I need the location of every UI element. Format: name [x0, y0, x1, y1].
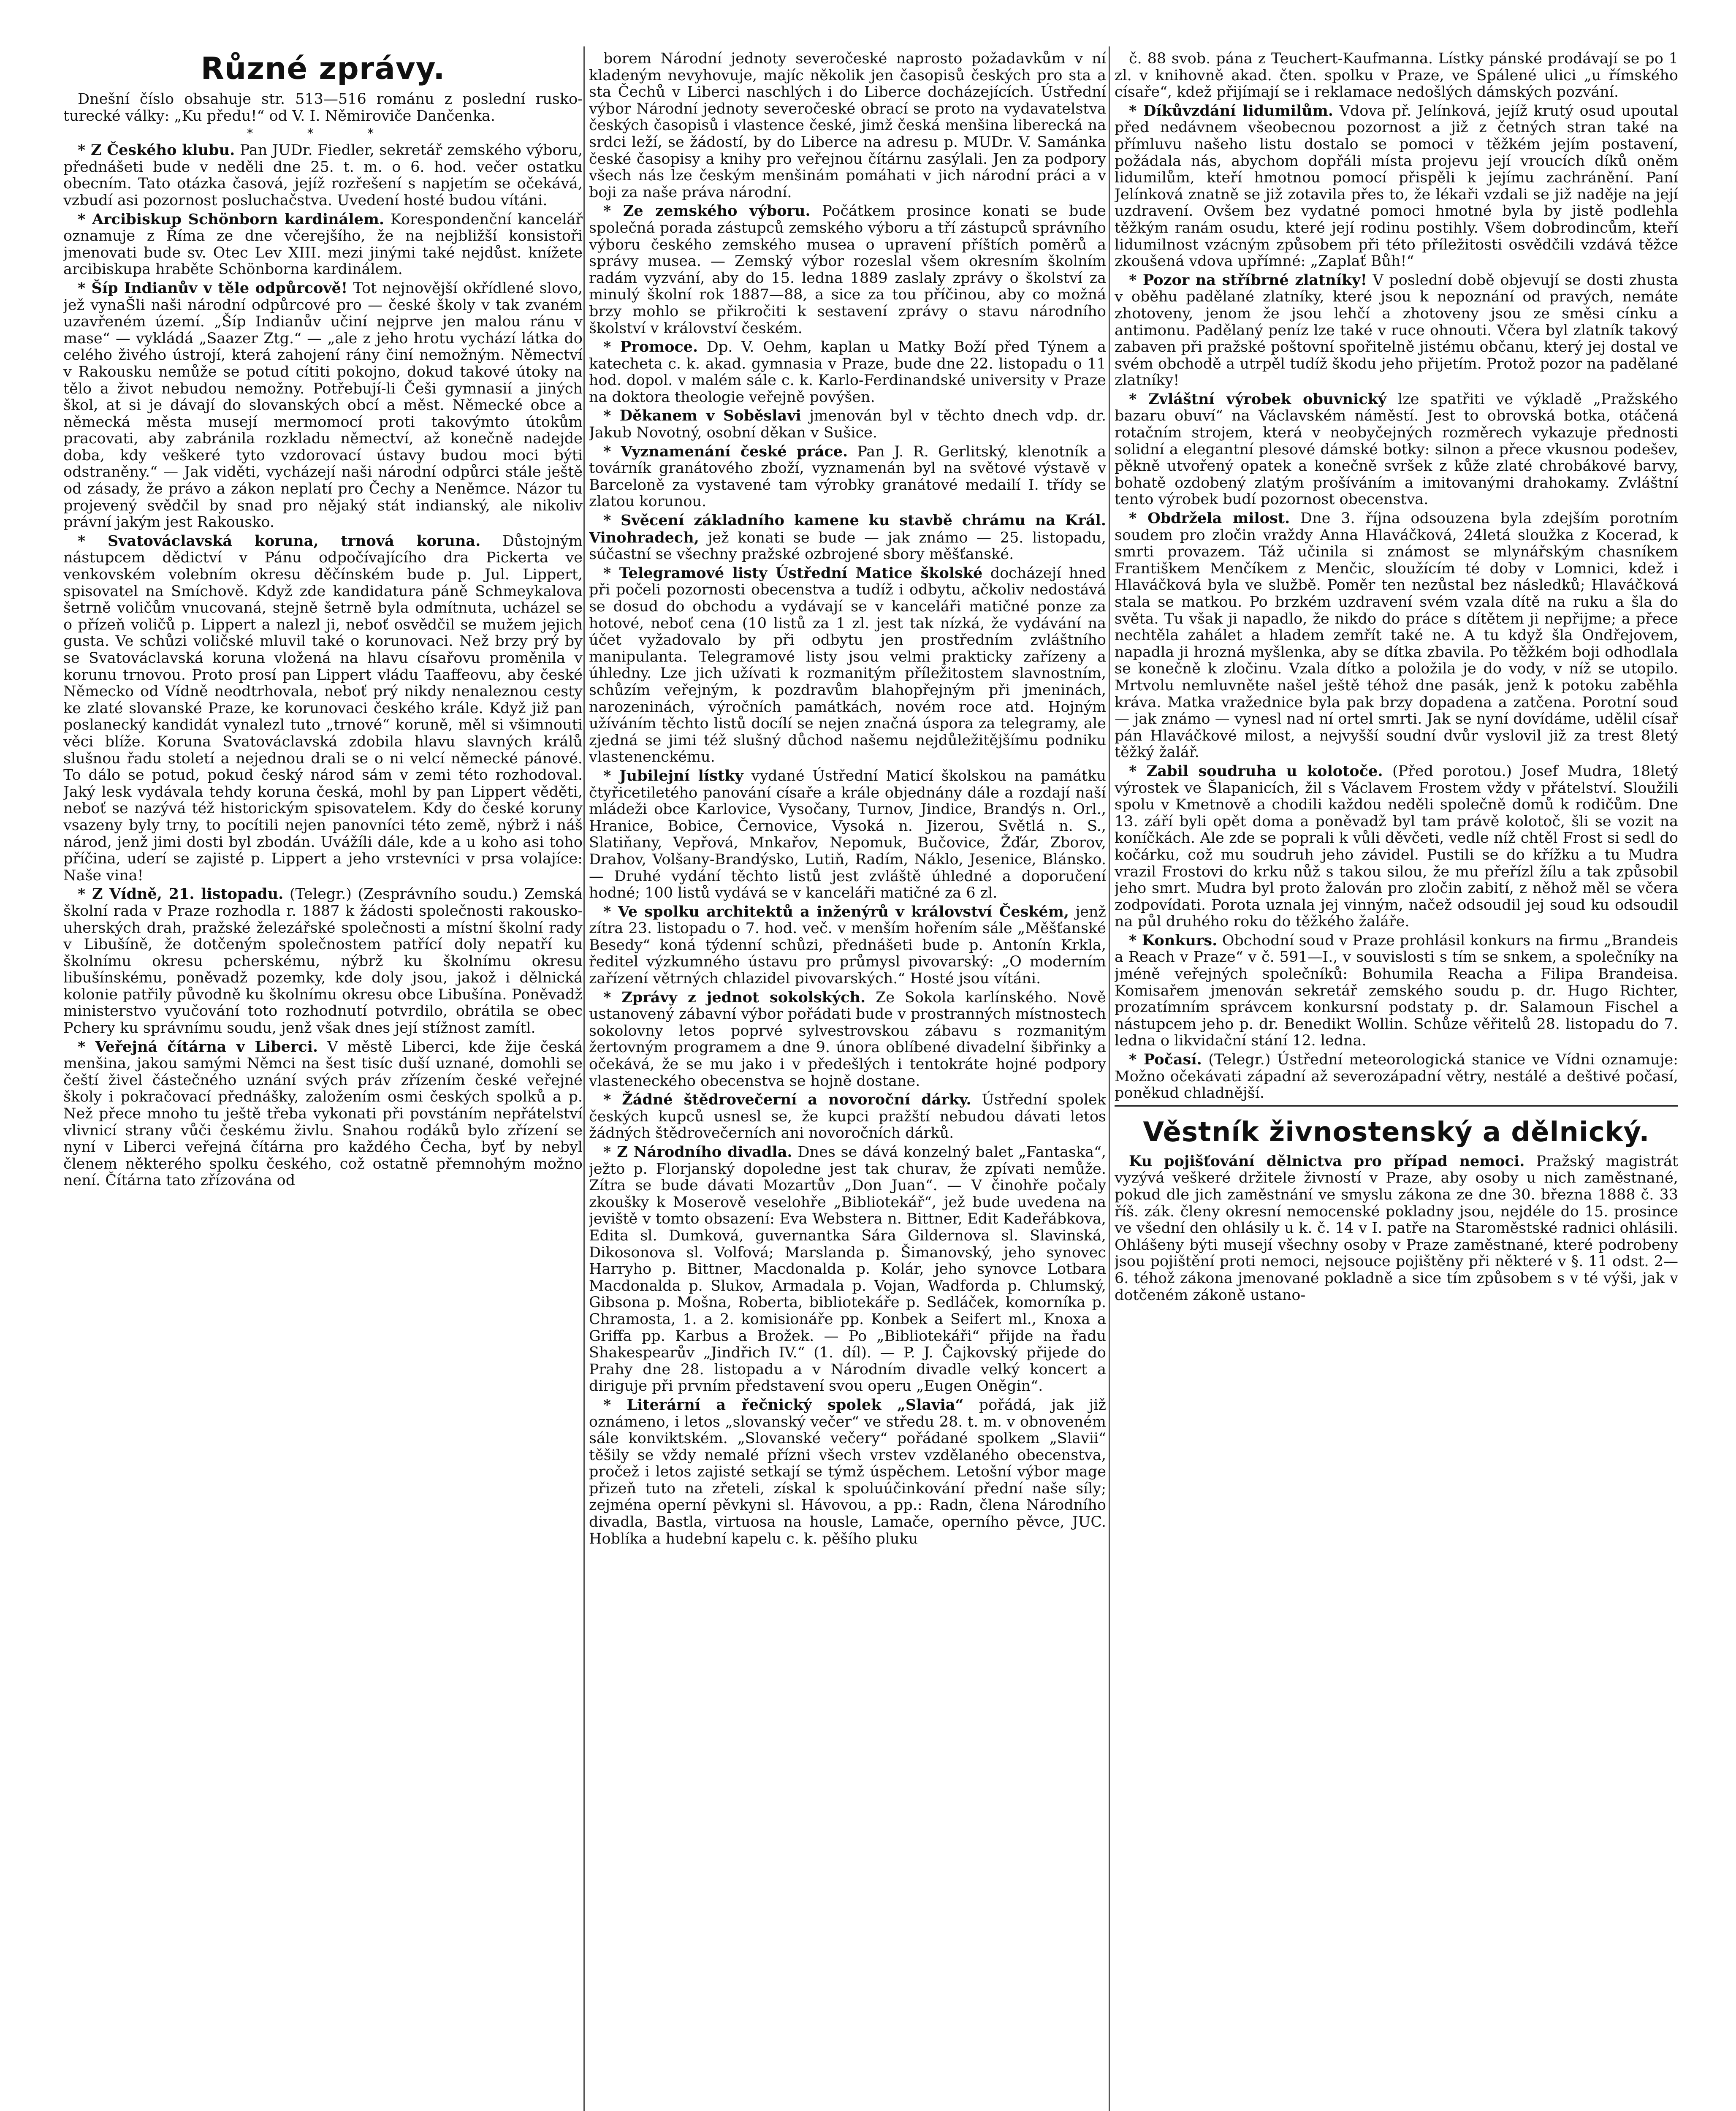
item-body: (Telegr.) (Zesprávního soudu.) Zemská školní rada v Praze rozhodla r. 1887 k žádosti společnosti rakousko-uherských drah, pražské železářské společnosti a místní školní rady v Libušíně, že dotčeným společnostem patřící doly nepatří ku školnímu okresu pcherskému, nýbrž ku školnímu okresu libušínskému, poněvadž pozemky, kde doly jsou, jakož i dělnická kolonie patřily původně ku školnímu okresu obce Libušína. Poněvadž ministerstvo vyučování toto rozhodnutí potvrdilo, obrátila se obec Pchery ku správnímu soudu, jenž však dnes její stížnost zamítl.	[63, 886, 583, 1037]
item-headline: * Z Národního divadla.	[603, 1143, 792, 1161]
item-body: docházejí hned při počeli pozornosti obecenstva a tudíž i odbytu, ačkoliv nedostává se dosud do obchodu a vydávají se v kanceláři matičné ponze za hotové, neboť cena (10 listů za 1 zl. jest tak nízká, že vydávání na účet vyžadovalo by při odbytu jen prostředním zvláštního manipulanta. Telegramové listy jsou velmi prakticky zařízeny a úhledny. Lze jich užívati k rozmanitým příležitostem slavnostním, schůzím veřejným, k pozdravům blahopřejným při jmeninách, narozeninách, výročních památkách, novém roce atd. Hojným užíváním těchto listů docílí se nejen značná úspora za telegramy, ale zjedná se jimi též slušný důchod našemu nejdůležitějšímu podniku vlastenenckému.	[589, 564, 1106, 766]
news-item	[589, 989, 1106, 1090]
item-headline: * Literární a řečnický spolek „Slavia“	[603, 1396, 964, 1414]
section-heading-news: Různé zprávy.	[201, 51, 445, 86]
column-middle	[589, 51, 1106, 2111]
item-headline: * Vyznamenání české práce.	[603, 442, 848, 460]
item-headline: * Díkůvzdání lidumilům.	[1129, 102, 1333, 119]
item-body: Dp. V. Oehm, kaplan u Matky Boží před Týnem a katecheta c. k. akad. gymnasia v Praze, bude dne 22. listopadu o 11 hod. dopol. v malém sále c. k. Karlo-Ferdinandské university v Praze na doktora theologie veřejně povýšen.	[589, 339, 1106, 406]
item-body: Dnes se dává konzelný balet „Fantaska“, ježto p. Florjanský dopoledne jest tak churav, že zpívati nemůže. Zítra se bude dávati Mozartův „Don Juan“. — V činohře počaly zkoušky k Moserově veselohře „Bibliotekář“, jež bude uvedena na jeviště v tomto obsazení: Eva Webstera n. Bittner, Edit Kadeřábkova, Edita sl. Dumková, guvernantka Sára Gildernova sl. Slavinská, Dikosonova sl. Volfová; Marslanda p. Šimanovský, jeho synovec Harryho p. Bittner, Macdonalda p. Kolár, jeho synovce Lotbara Macdonalda p. Slukov, Armadala p. Vojan, Wadforda p. Chlumský, Gibsona p. Mošna, Roberta, bibliotekáře p. Sedláček, komorníka p. Chramosta, 1. a 2. komisionáře pp. Konbek a Seifert ml., Knoxa a Griffa pp. Karbus a Brožek. — Po „Bibliotekáři“ přijde na řadu Shakespearův „Jindřich IV.“ (1. díl). — P. J. Čajkovský přijede do Prahy dne 28. listopadu a v Národním divadle velký koncert a diriguje při prvním představení svou operu „Eugen Oněgin“.	[589, 1144, 1106, 1395]
news-item	[1115, 272, 1678, 389]
item-headline: * Žádné štědrovečerní a novoroční dárky.	[603, 1091, 971, 1109]
item-headline: * Veřejná čítárna v Liberci.	[78, 1038, 318, 1056]
item-headline: * Obdržela milost.	[1129, 510, 1290, 527]
item-body: Tot nejnovější okřídlené slovo, jež vynaŠli naši národní odpůrcové pro — české školy v tak zvaném uzavřeném území. „Šíp Indianův učiní nejprve jen malou ránu v mase“ — vykládá „Saazer Ztg.“ — „ale z jeho hrotu vychází látka do celého živého ústrojí, která zahojení rány činí nemožným. Němectví v Rakousku nemůže se potud cítiti pokojno, dokud takové útoky na tělo a život nebudou nemožny. Potřebují-li Češi gymnasií a jiných škol, at si je dávají do slovanských obcí a měst. Německé obce a německá města musejí mermomocí proti takovýmto útokům pracovati, aby zabránila rozkladu němectví, až konečně nadejde doba, kdy veškeré tyto vzdorovací ústavy budou moci býti odstraněny.“ — Jak viděti, vycházejí naši národní odpůrci stále ještě od zásady, že právo a zákon neplatí pro Čechy a Neněmce. Názor tu projevený svědčil by snad pro nějaký stát indianský, ale nikoliv právní jakým jest Rakousko.	[63, 279, 583, 531]
item-body: Pražský magistrát vyzývá veškeré držitele živností v Praze, aby osoby u nich zaměstnané, pokud dle jich zaměstnání ve smyslu zákona ze dne 30. března 1888 č. 33 říš. zák. členy okresní nemocenské pokladny jsou, nejdéle do 15. prosince ve všední den ohlásily u k. č. 14 v I. patře na Staroměstské radnici ohlásili. Ohlášeny býti musejí všechny osoby v Praze zaměstnané, které podrobeny jsou pojištění proti nemoci, nejsouce pojištěny při některé v §. 11 odst. 2—6. téhož zákona jmenované pokladně a sice tím způsobem s v té výši, jak v dotčeném zákoně ustano-	[1115, 1153, 1678, 1304]
item-headline: * Telegramové listy Ústřední Matice školské	[603, 564, 983, 582]
item-body: Ze Sokola karlínského. Nově ustanovený zábavní výbor pořádati bude v prostranných místnostech sokolovny letos poprvé sylvestrovskou zábavu s rozmanitým žertovným programem a dne 9. února oblíbené divadelní šibřinky a očekává, že se mu jako i v předešlých i tentokráte hojné podpory vlasteneckého obecenstva se hojně dostane.	[589, 989, 1106, 1090]
item-headline: * Svatováclavská koruna, trnová koruna.	[78, 532, 481, 550]
news-items-list	[1115, 51, 1678, 1102]
news-item	[1115, 103, 1678, 270]
separator-stars: * * *	[247, 126, 399, 141]
section-divider	[1115, 1105, 1678, 1107]
news-item	[589, 407, 1106, 441]
item-body: pořádá, jak již oznámeno, i letos „slovanský večer“ ve středu 28. t. m. v obnoveném sále konviktském. „Slovanské večery“ pořádané spolkem „Slavii“ těšily se vždy nemalé přízni všech vrstev vzdělaného obecenstva, pročež i letos zajisté setkají se týmž úspěchem. Letošní výbor mage přizeň tuto na zřeteli, získal k spoluúčinkování přední naše síly; zejména operní pěvkyni sl. Hávovou, a pp.: Radn, člena Národního divadla, Bastla, virtuosa na housle, Lamače, operního pěvce, JUC. Hoblíka a hudební kapelu c. k. pěšího pluku	[589, 1396, 1106, 1547]
item-headline: * Zprávy z jednot sokolských.	[603, 988, 866, 1006]
news-item	[589, 203, 1106, 337]
item-body: Ústřední spolek českých kupců usnesl se, že kupci pražští nebudou dávati letos žádných štědrovečerních ani novoročních dárků.	[589, 1091, 1106, 1142]
news-item	[63, 1039, 583, 1189]
news-item	[589, 768, 1106, 902]
news-items-list	[63, 142, 583, 1189]
section-heading-trade: Věstník živnostenský a dělnický.	[1143, 1116, 1650, 1148]
news-item	[63, 211, 583, 278]
news-item	[589, 565, 1106, 766]
item-body: jenž zítra 23. listopadu o 7. hod. več. v menším hořením sále „Měšťanské Besedy“ koná týdenní schůzi, přednášeti bude p. Antonín Krkla, ředitel výzkumného ústavu pro průmysl pivovarský: „O moderním zařízení větrných chlazidel pivovarských.“ Hosté jsou vítáni.	[589, 903, 1106, 988]
item-headline: * Zvláštní výrobek obuvnický	[1129, 390, 1387, 408]
item-body: vydané Ústřední Maticí školskou na památku čtyřicetiletého panování císaře a krále objednány dále a rozdají naší mládeži obce Karlovice, Vysočany, Turnov, Jindice, Brandýs n. Orl., Hranice, Bobice, Černovice, Vysoká n. Jizerou, Světlá n. S., Slatiňany, Vepřová, Mnkařov, Nepomuk, Bučovice, Žďár, Zborov, Drahov, Volšany-Brandýsko, Lutiň, Radím, Náklo, Jesenice, Blánsko. — Druhé vydání těchto listů jest zvláště úhledné a doporučení hodné; 100 listů vydává se v kanceláři matičné za 6 zl.	[589, 767, 1106, 902]
news-item	[63, 142, 583, 209]
news-item	[589, 443, 1106, 510]
item-headline: * Pozor na stříbrné zlatníky!	[1129, 271, 1367, 289]
item-body: borem Národní jednoty severočeské naprosto požadavkům v ní kladeným nevyhovuje, majíc několik jen časopisů českých pro sta a sta Čechů v Liberci naschlých i do Liberce docházejících. Ústřední výbor Národní jednoty severočeské obrací se proto na vydavatelstva českých časopisů i vlastence české, jimž česká menšina liberecká na srdci leží, se žádostí, by do Liberce na adresu p. MUDr. V. Samánka české časopisy a knihy pro veřejnou čítárnu zasýlali. Jen za podpory všech nás lze českým menšinám pomáhati v jich národní práci a v boji za naše práva národní.	[589, 51, 1106, 201]
news-item	[63, 280, 583, 531]
intro-paragraph: Dnešní číslo obsahuje str. 513—516 románu z poslední rusko-turecké války: „Ku předu!“ od V. I. Němiroviče Dančenka.	[63, 91, 583, 125]
news-item	[589, 1397, 1106, 1547]
column-rule	[1109, 46, 1110, 2111]
item-body: Vdova př. Jelínková, jejíž krutý osud upoutal před nedávnem všeobecnou pozornost a již z četných stran také na přímluvu našeho listu dostalo se pomoci v těžkém jejím postavení, požádala nás, abychom dopřáli místa projevu její vroucích díků oněm lidumilům, kteří hmotnou pomocí přispěli k jejímu zachránění. Paní Jelínková znatně se již zotavila přes to, že lékaři vzdali se již naděje na její uzdravení. Ovšem bez vydatné pomoci hmotné byla by jistě podlehla těžkým ranám osudu, které její rodinu postihly. Všem dobrodincům, kteří lidumilnost vzácným způsobem při této příležitosti osvědčili vzdává těžce zkoušená vdova upřímné: „Zaplať Bůh!“	[1115, 102, 1678, 270]
item-body: lze spatřiti ve výkladě „Pražského bazaru obuví“ na Václavském náměstí. Jest to obrovská botka, otáčená rotačním strojem, která v neobyčejných rozměrech vykazuje přednosti solidní a elegantní plesové dámské botky: silnon a přece vkusnou podešev, pěkně utvořený opatek a konečně svršek z kůže zlaté chrobákové barvy, bohatě ozdobený zlatým prošíváním a imitovanými drahokamy. Zvláštní tento výrobek budí pozornost obecenstva.	[1115, 391, 1678, 508]
news-item	[1115, 51, 1678, 101]
trade-items-list	[1115, 1153, 1678, 1304]
item-headline: * Počasí.	[1129, 1051, 1202, 1069]
item-body: Korespondenční kancelář oznamuje z Říma ze dne včerejšího, že na nejbližší konsistoři jmenovati bude sv. Otec Lev XIII. mezi jinými také nejdůst. knížete arcibiskupa hraběte Schönborna kardinálem.	[63, 211, 583, 278]
item-body: Pan JUDr. Fiedler, sekretář zemského výboru, přednášeti bude v neděli dne 25. t. m. o 6. hod. večer ostatku obecním. Tato otázka časová, jejíž rozřešení s napjetím se očekává, vzbudí asi pozornost posluchačstva. Uvedení hosté budou vítáni.	[63, 142, 583, 209]
item-body: V městě Liberci, kde žije česká menšina, jakou samými Němci na šest tisíc duší uznané, domohli se čeští živel částečného uznání svých práv zřízením české veřejné školy i pokračovací přednášky, založením osmi českých spolků a p. Než přece mnoho tu ještě třeba vykonati při povstáním nepřátelství vlivnicí strany vůči českému živlu. Snahou rodáků bylo zřízení se nyní v Liberci veřejná čítárna pro každého Čecha, byť by nebyl členem některého spolku českého, což ostatně přemnohým možno není. Čítárna tato zřízována od	[63, 1038, 583, 1189]
column-right	[1115, 51, 1678, 2111]
item-headline: * Promoce.	[603, 338, 698, 356]
item-headline: * Z Vídně, 21. listopadu.	[78, 885, 284, 903]
item-body: V poslední době objevují se dosti zhusta v oběhu padělané zlatníky, které jsou k nepoznání od pravých, nemáte zhotoveny, jenom že jsou lehčí a zhotoveny jsou ze směsi cínku a antimonu. Padělaný peníz lze také v ruce ohnouti. Včera byl zlatník takový zabaven při pražské poštovní spořitelně jistému občanu, který jej dostal ve svém obchodě a utrpěl tudíž škodu jeho přijetím. Protož pozor na padělané zlatníky!	[1115, 271, 1678, 389]
news-item	[1115, 510, 1678, 761]
item-headline: * Z Českého klubu.	[78, 141, 235, 159]
trade-item	[1115, 1153, 1678, 1304]
item-body: (Před porotou.) Josef Mudra, 18letý výrostek ve Šlapanicích, žil s Václavem Frostem vždy v přátelství. Sloužili spolu v Kmetnově a chodili každou neděli společně domů k rodičům. Dne 13. září byli opět doma a poněvadž byl tam právě kolotoč, šli se vozit na koníčkách. Ale zde se poprali k vůli děvčeti, vedle níž chtěl Frost si sedl do kočárku, což mu soudruh jeho závidel. Pustili se do křížku a tu Mudra vrazil Frostovi do krku nůž s takou silou, že mu přeřízl žílu a tak způsobil jeho smrt. Mudra byl proto žalován pro zločin zabití, z něhož měl se včera zodpovídati. Porota uznala jej vinným, načež odsoudil jej soud ku odsoudil na půl druhého roku do těžkého žaláře.	[1115, 762, 1678, 931]
news-item	[589, 904, 1106, 988]
item-headline: * Ze zemského výboru.	[603, 202, 811, 220]
item-headline: * Ve spolku architektů a inženýrů v království Českém,	[603, 903, 1069, 920]
news-items-list	[589, 51, 1106, 1547]
item-headline: * Konkurs.	[1129, 931, 1218, 949]
news-item	[63, 886, 583, 1037]
column-left	[63, 51, 583, 2111]
item-body: Důstojným nástupcem dědictví v Pánu odpočívajícího dra Pickerta ve venkovském volebním okresu děčínském bude p. Jul. Lippert, spisovatel na Smíchově. Když zde kandidatura páně Schmeykalova šetrně voličům vnucovaná, stejně šetrně byla odmítnuta, ucházel se o přízeň voličů p. Lippert a nalezl ji, neboť osvědčil se mužem jejich gusta. Ve schůzi voličské mluvil také o korunovaci. Než brzy prý by se Svatováclavská koruna vložená na hlavu císařovu proměnila v korunu trnovou. Proto prosí pan Lippert vládu Taaffeovu, aby české Německo od Vídně neodtrhovala, neboť prý nikdy nenaleznou cesty ke zlaté slovanské Praze, ke korunovaci českého krále. Když již pan poslanecký kandidát vynalezl tuto „trnové“ koruně, měl si všimnouti věci blíže. Koruna Svatováclavská zdobila hlavu slavných králů slušnou řadu století a nejednou drali se o ni velcí německé pánové. To dálo se potud, pokud český národ sám v zemi této rozhodoval. Jaký lesk vydávala tehdy koruna česká, mohl by pan Lippert věděti, neboť se nazývá též historickým spisovatelem. Kdy do české koruny vsazeny byly trny, to pocítili nejen panovníci této země, nýbrž i náš národ, jenž jimi dosti byl zbodán. Uvážíli dále, kde a u koho asi toho příčina, uderí se zajisté p. Lippert a jeho vrstevníci v prsa volajíce: Naše vina!	[63, 532, 583, 884]
news-item	[589, 512, 1106, 563]
item-body: Počátkem prosince konati se bude společná porada zástupců zemského výboru a tří zástupců správního výboru českého zemského musea o upravení příštích poměrů a správy musea. — Zemský výbor rozeslal všem okresním školním radám vyzvání, aby do 15. ledna 1889 zaslaly zprávy o školství za minulý školní rok 1887—88, a sice za tou příčinou, aby co možná brzy mohlo se přikročiti k sestavení zprávy o stavu národního školství v království českém.	[589, 203, 1106, 337]
item-headline: * Děkanem v Soběslavi	[603, 407, 801, 425]
item-headline: * Zabil soudruha u kolotoče.	[1129, 762, 1383, 780]
news-item	[63, 533, 583, 884]
news-item	[1115, 1051, 1678, 1102]
item-body: Pan J. R. Gerlitský, klenotník a továrník granátového zboží, vyznamenán byl na světové výstavě v Barceloně za vystavené tam výrobky granátové medailí I. třídy se zlatou korunou.	[589, 443, 1106, 510]
news-item	[1115, 763, 1678, 931]
item-body: Dne 3. října odsouzena byla zdejším porotním soudem pro zločin vraždy Anna Hlaváčková, 24letá sloužka z Kocerad, k smrti provazem. Táž učinila si známost se mlynářským chasníkem Františkem Menčíkem z Menčic, sloužícím té doby v Lomnici, kdež i Hlaváčková byla ve službě. Poměr ten nezůstal bez následků; Hlaváčková stala se matkou. Po brzkém uzdravení svém vzala dítě na ruku a šla do světa. Tu však ji napadlo, že nikdo do práce s dítětem ji nepřijme; a přece nechtěla zahálet a hladem zemřít také ne. A tu když šla Ondřejovem, napadla ji hrozná myšlenka, aby se dítka zbavila. Po těžkém boji odhodlala se konečně k zločinu. Vzala dítko a položila je do vody, v níž se utopilo. Mrtvolu nemluvněte našel ještě téhož dne pasák, jenž k potoku zaběhla kráva. Matka vražednice byla pak brzy dopadena a zatčena. Porotní soud — jak známo — vynesl nad ní ortel smrti. Jak se nyní dovídáme, udělil císař pán Hlaváčkové milost, a nejvyšší soudní dvůr vyslovil již za trest 8letý těžký žalář.	[1115, 510, 1678, 761]
item-headline: * Šíp Indianův v těle odpůrcově!	[78, 279, 348, 297]
news-item	[1115, 932, 1678, 1050]
news-item	[589, 339, 1106, 406]
item-headline: * Arcibiskup Schönborn kardinálem.	[78, 210, 385, 228]
news-item	[1115, 391, 1678, 508]
item-body: jež konati se bude — jak známo — 25. listopadu, súčastní se všechny pražské ozbrojené sbory měšťanské.	[589, 529, 1106, 563]
item-headline: Ku pojišťování dělnictva pro případ nemoci.	[1129, 1152, 1525, 1170]
item-body: Obchodní soud v Praze prohlásil konkurs na firmu „Brandeis a Reach v Praze“ v č. 591—I., v souvislosti s tím se snkem, a společníky na jméně veřejných společníků: Bohumila Reacha a Filipa Brandeisa. Komisařem jmenován sekretář zemského soudu p. dr. Hugo Richter, prozatímním správcem konkursní podstaty p. dr. Salamoun Fischel a nástupcem jeho p. dr. Benedikt Wollin. Schůze věřitelů 28. listopadu do 7. ledna o likvidační stání 12. ledna.	[1115, 932, 1678, 1050]
news-item	[589, 1144, 1106, 1395]
item-body: č. 88 svob. pána z Teuchert-Kaufmanna. Lístky pánské prodávají se po 1 zl. v knihovně akad. čten. spolku v Praze, ve Spálené ulici „u římského císaře“, kdež přijímají se i reklamace nedošlých dámských pozvání.	[1115, 51, 1678, 101]
news-item	[589, 1091, 1106, 1142]
item-headline: * Svěcení základního kamene ku stavbě chrámu na Král. Vinohradech,	[589, 512, 1106, 546]
item-headline: * Jubilejní lístky	[603, 767, 743, 784]
column-rule	[583, 46, 585, 2111]
news-item	[589, 51, 1106, 201]
item-body: (Telegr.) Ústřední meteorologická stanice ve Vídni oznamuje: Možno očekávati západní až severozápadní větry, nestálé a deštivé počasí, poněkud chladnější.	[1115, 1051, 1678, 1102]
item-body: jmenován byl v těchto dnech vdp. dr. Jakub Novotný, osobní děkan v Sušice.	[589, 407, 1106, 442]
